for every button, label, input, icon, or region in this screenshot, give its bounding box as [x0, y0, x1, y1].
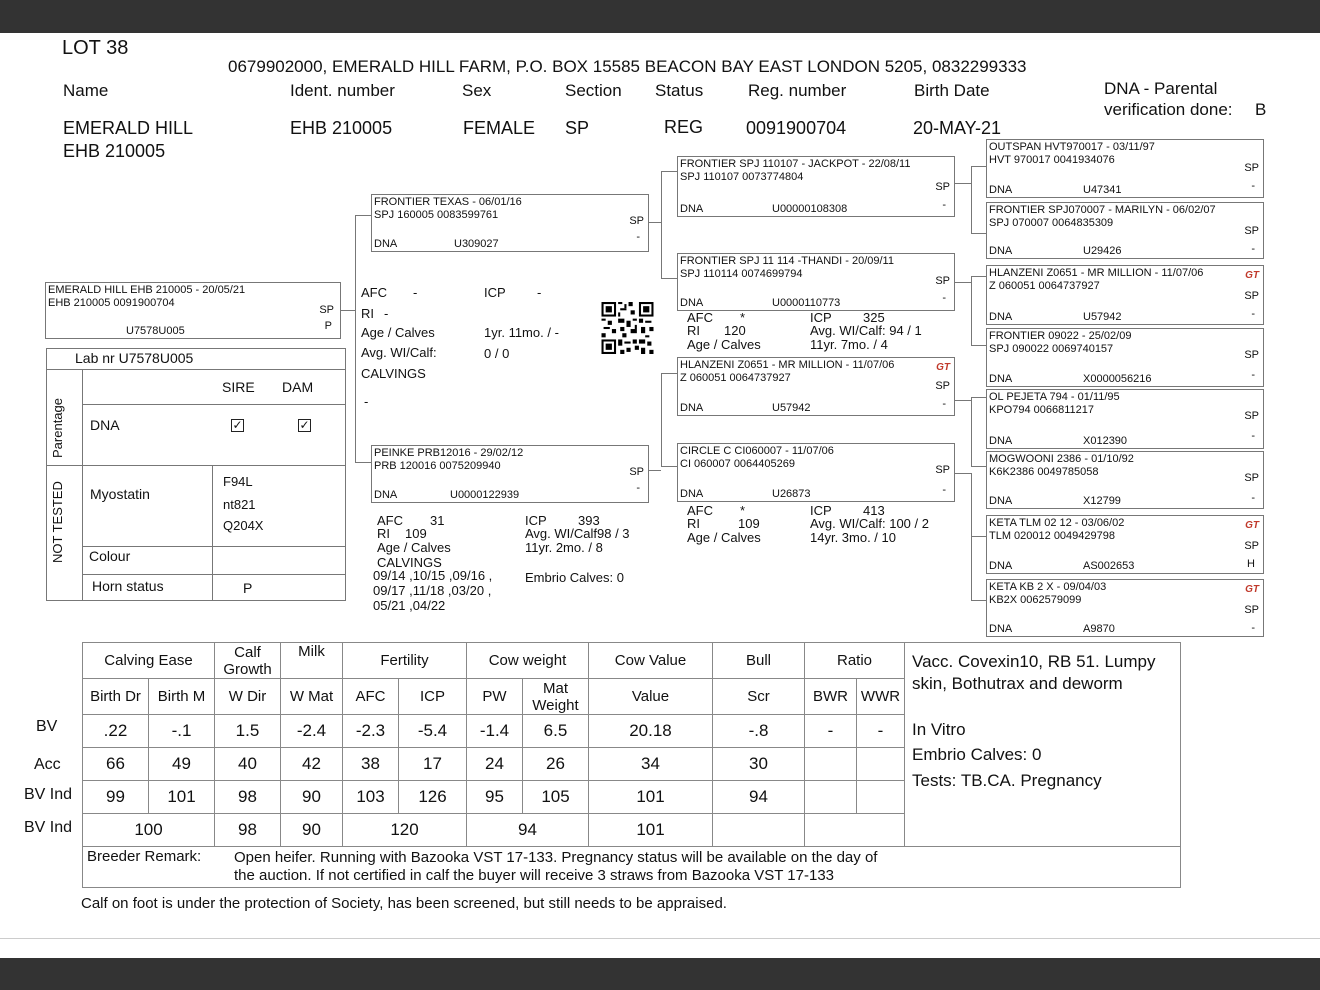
self-section: SP	[319, 304, 334, 316]
dam-header: DAM	[282, 379, 314, 395]
sd-age-label: Age / Calves	[687, 337, 761, 352]
gen3-2-dna: U29426	[1083, 245, 1122, 257]
gen3-5-section: SP	[1244, 410, 1259, 422]
gt-logo-icon: GT	[936, 362, 950, 373]
bv-birth-m: -.1	[149, 715, 215, 748]
self-afc-value: -	[413, 285, 418, 300]
gen3-6-section: SP	[1244, 472, 1259, 484]
breeder-info: 0679902000, EMERALD HILL FARM, P.O. BOX 15585 BEACON BAY EAST LONDON 5205, 0832299333	[228, 57, 1027, 76]
self-ri-value: -	[384, 306, 389, 321]
bv-birth-dr: .22	[83, 715, 149, 748]
bv-afc: -2.3	[343, 715, 399, 748]
sire-box	[371, 194, 649, 252]
gen3-6-dna-label: DNA	[989, 495, 1013, 507]
animal-name-2: EHB 210005	[63, 141, 166, 161]
group-bull: Bull	[713, 643, 805, 679]
gen3-3-dna: U57942	[1083, 311, 1122, 323]
gen3-2-status: -	[1251, 243, 1255, 255]
gen3-4-section: SP	[1244, 349, 1259, 361]
acc-bwr	[805, 748, 857, 781]
gen3-8-dna: A9870	[1083, 623, 1115, 635]
dd-age-label: Age / Calves	[687, 530, 761, 545]
col-birth-m: Birth M	[149, 679, 215, 715]
dam-age-label: Age / Calves	[377, 540, 451, 555]
dam-dna: U0000122939	[450, 489, 520, 501]
bv-mat-weight: 6.5	[523, 715, 589, 748]
gen3-7-gt-logo-icon: GT	[1245, 520, 1259, 531]
header-status: Status	[655, 81, 704, 100]
qr-code-icon	[600, 302, 655, 354]
gen3-5-dna-label: DNA	[989, 435, 1013, 447]
sire-header: SIRE	[222, 379, 255, 395]
dd-age-value: 14yr. 3mo. / 10	[810, 530, 896, 545]
sire-dna-checkbox: ✓	[232, 418, 243, 432]
gen3-6-status: -	[1251, 492, 1255, 504]
horn-value: P	[243, 580, 253, 596]
acc-afc: 38	[343, 748, 399, 781]
bvind2-ratio	[805, 814, 905, 847]
colour-label: Colour	[89, 548, 131, 564]
animal-status: REG	[664, 117, 704, 137]
gen3-5-dna: X012390	[1083, 435, 1128, 447]
gen3-1-dna: U47341	[1083, 184, 1122, 196]
bvind2-milk: 90	[281, 814, 343, 847]
gen3-1-title: OUTSPAN HVT970017 - 03/11/97	[989, 141, 1155, 153]
gen3-8-status: -	[1251, 622, 1255, 634]
ss-dna: U00000108308	[772, 203, 848, 215]
acc-w-mat: 42	[281, 748, 343, 781]
self-age-value: 1yr. 11mo. / -	[484, 325, 559, 340]
bvind-birth-m: 101	[149, 781, 215, 814]
gen3-box-7	[986, 515, 1264, 574]
bvind2-cow-weight: 94	[467, 814, 589, 847]
col-bwr: BWR	[805, 679, 857, 715]
sd-ident: SPJ 110114 0074699794	[680, 268, 803, 280]
sire-title: FRONTIER TEXAS - 06/01/16	[374, 196, 522, 208]
dam-section: SP	[629, 466, 644, 478]
gen3-6-title: MOGWOONI 2386 - 01/10/92	[989, 453, 1134, 465]
acc-scr: 30	[713, 748, 805, 781]
gen3-8-section: SP	[1244, 604, 1259, 616]
dam-calvings-2: 09/17 ,11/18 ,03/20 ,	[373, 583, 492, 598]
sire-dna-label: DNA	[374, 238, 398, 250]
sd-dna: U0000110773	[772, 297, 841, 309]
dd-wi: Avg. WI/Calf: 100 / 2	[810, 516, 929, 531]
row-label-acc: Acc	[34, 756, 61, 773]
animal-ident: EHB 210005	[290, 118, 393, 138]
gen3-3-ident: Z 060051 0064737927	[989, 280, 1100, 292]
ds-dna: U57942	[772, 402, 811, 414]
self-pedigree-box	[45, 282, 341, 339]
gen3-box-1	[986, 139, 1264, 198]
group-calf-growth: Calf Growth	[215, 643, 281, 679]
bvind2-calf-growth: 98	[215, 814, 281, 847]
dd-ident: CI 060007 0064405269	[680, 458, 795, 470]
bvind-scr: 94	[713, 781, 805, 814]
group-fertility: Fertility	[343, 643, 467, 679]
bvind2-calving-ease: 100	[83, 814, 215, 847]
sire-dna: U309027	[454, 238, 499, 250]
bvind-birth-dr: 99	[83, 781, 149, 814]
parentage-label: Parentage	[50, 398, 65, 458]
bvind-bwr	[805, 781, 857, 814]
ss-status: -	[942, 199, 946, 211]
bv-icp: -5.4	[399, 715, 467, 748]
bv-pw: -1.4	[467, 715, 523, 748]
dam-afc-value: 31	[430, 513, 445, 528]
myostatin-label: Myostatin	[90, 486, 150, 502]
dam-afc-label: AFC	[377, 513, 403, 528]
bv-scr: -.8	[713, 715, 805, 748]
dam-status: -	[636, 482, 640, 494]
acc-pw: 24	[467, 748, 523, 781]
dam-calvings-label: CALVINGS	[377, 555, 442, 570]
notes-tests: Tests: TB.CA. Pregnancy	[912, 771, 1102, 790]
gen3-1-ident: HVT 970017 0041934076	[989, 154, 1115, 166]
bv-w-dir: 1.5	[215, 715, 281, 748]
self-wi-label: Avg. WI/Calf:	[361, 345, 437, 360]
acc-mat-weight: 26	[523, 748, 589, 781]
header-birth: Birth Date	[914, 81, 990, 100]
bvind-pw: 95	[467, 781, 523, 814]
animal-birth: 20-MAY-21	[913, 118, 1002, 138]
gen3-6-dna: X12799	[1083, 495, 1121, 507]
dam-title: PEINKE PRB12016 - 29/02/12	[374, 447, 524, 459]
dam-dam-box	[677, 443, 955, 502]
sd-icp-value: 325	[863, 310, 885, 325]
dd-section: SP	[935, 464, 950, 476]
dd-status: -	[942, 484, 946, 496]
gen3-4-ident: SPJ 090022 0069740157	[989, 343, 1114, 355]
col-pw: PW	[467, 679, 523, 715]
gen3-2-ident: SPJ 070007 0064835309	[989, 217, 1114, 229]
gen3-box-2	[986, 202, 1264, 259]
group-milk: Milk	[281, 643, 343, 679]
dam-age-value: 11yr. 2mo. / 8	[525, 540, 603, 555]
col-afc: AFC	[343, 679, 399, 715]
acc-wwr	[857, 748, 905, 781]
sd-dna-label: DNA	[680, 297, 704, 309]
sd-section: SP	[935, 275, 950, 287]
dam-embrio: Embrio Calves: 0	[525, 570, 624, 585]
group-calving-ease: Calving Ease	[83, 643, 215, 679]
notes-vacc-1: Vacc. Covexin10, RB 51. Lumpy	[912, 652, 1156, 671]
dam-dna-checkbox: ✓	[299, 418, 310, 432]
dam-dna-label: DNA	[374, 489, 398, 501]
dna-label: DNA	[90, 417, 120, 433]
dam-sire-box	[677, 357, 955, 416]
dd-title: CIRCLE C CI060007 - 11/07/06	[680, 445, 834, 457]
dd-dna-label: DNA	[680, 488, 704, 500]
ss-dna-label: DNA	[680, 203, 704, 215]
self-icp-label: ICP	[484, 285, 506, 300]
gen3-box-5	[986, 389, 1264, 449]
sd-ri-value: 120	[724, 323, 746, 338]
self-ident: EHB 210005 0091900704	[48, 297, 175, 309]
bvind-w-mat: 90	[281, 781, 343, 814]
dam-icp-value: 393	[578, 513, 600, 528]
group-cow-value: Cow Value	[589, 643, 713, 679]
gen3-5-title: OL PEJETA 794 - 01/11/95	[989, 391, 1120, 403]
gen3-7-section: SP	[1244, 540, 1259, 552]
ds-ident: Z 060051 0064737927	[680, 372, 791, 384]
top-bar	[0, 0, 1320, 33]
gen3-5-ident: KPO794 0066811217	[989, 404, 1094, 416]
gen3-2-dna-label: DNA	[989, 245, 1013, 257]
self-ri-label: RI	[361, 306, 374, 321]
gen3-1-dna-label: DNA	[989, 184, 1013, 196]
sd-afc-label: AFC	[687, 310, 713, 325]
gen3-4-dna-label: DNA	[989, 373, 1013, 385]
bvind2-fertility: 120	[343, 814, 467, 847]
col-wwr: WWR	[857, 679, 905, 715]
sd-ri-label: RI	[687, 323, 700, 338]
breeder-remark-2: the auction. If not certified in calf the buyer will receive 3 straws from Bazooka VST 17-133	[234, 867, 835, 884]
notes-in-vitro: In Vitro	[912, 720, 966, 739]
group-ratio: Ratio	[805, 643, 905, 679]
bvind-w-dir: 98	[215, 781, 281, 814]
gen3-8-dna-label: DNA	[989, 623, 1013, 635]
ss-title: FRONTIER SPJ 110107 - JACKPOT - 22/08/11	[680, 158, 911, 170]
dam-ri-value: 109	[405, 526, 427, 541]
gen3-8-title: KETA KB 2 X - 09/04/03	[989, 581, 1107, 593]
horn-label: Horn status	[92, 578, 164, 594]
acc-value: 34	[589, 748, 713, 781]
ds-title: HLANZENI Z0651 - MR MILLION - 11/07/06	[680, 359, 895, 371]
gen3-4-status: -	[1251, 369, 1255, 381]
gen3-7-dna-label: DNA	[989, 560, 1013, 572]
sd-status: -	[942, 292, 946, 304]
gen3-4-title: FRONTIER 09022 - 25/02/09	[989, 330, 1132, 342]
bvind2-cow-value: 101	[589, 814, 713, 847]
gen3-box-6	[986, 451, 1264, 509]
myostatin-f94l: F94L	[223, 474, 253, 489]
gen3-box-4	[986, 328, 1264, 387]
sd-icp-label: ICP	[810, 310, 832, 325]
dam-calvings-1: 09/14 ,10/15 ,09/16 ,	[373, 568, 493, 583]
not-tested-label: NOT TESTED	[50, 481, 65, 563]
gen3-7-ident: TLM 020012 0049429798	[989, 530, 1115, 542]
gen3-7-dna: AS002653	[1083, 560, 1135, 572]
header-section: Section	[565, 81, 622, 100]
self-afc-label: AFC	[361, 285, 387, 300]
bv-value: 20.18	[589, 715, 713, 748]
sd-title: FRONTIER SPJ 11 114 -THANDI - 20/09/11	[680, 255, 894, 267]
acc-w-dir: 40	[215, 748, 281, 781]
breeder-remark-label: Breeder Remark:	[87, 848, 202, 865]
dam-ri-label: RI	[377, 526, 390, 541]
col-birth-dr: Birth Dr	[83, 679, 149, 715]
self-dna: U7578U005	[126, 325, 185, 337]
sd-wi: Avg. WI/Calf: 94 / 1	[810, 323, 922, 338]
breeder-remark-1: Open heifer. Running with Bazooka VST 17-133. Pregnancy status will be available on the day of	[234, 849, 878, 866]
notes-vacc-2: skin, Bothutrax and deworm	[912, 674, 1123, 693]
gen3-2-title: FRONTIER SPJ070007 - MARILYN - 06/02/07	[989, 204, 1216, 216]
gen3-2-section: SP	[1244, 225, 1259, 237]
dd-dna: U26873	[772, 488, 811, 500]
myostatin-q204x: Q204X	[223, 518, 264, 533]
gen3-box-8	[986, 579, 1264, 637]
gen3-3-dna-label: DNA	[989, 311, 1013, 323]
row-label-bv-ind-2: BV Ind	[24, 819, 73, 836]
gen3-8-gt-logo-icon: GT	[1245, 584, 1259, 595]
notes-embrio: Embrio Calves: 0	[912, 745, 1042, 764]
dam-ident: PRB 120016 0075209940	[374, 460, 501, 472]
bvind-value: 101	[589, 781, 713, 814]
row-label-bv: BV	[36, 718, 58, 735]
sire-ident: SPJ 160005 0083599761	[374, 209, 499, 221]
dd-icp-label: ICP	[810, 503, 832, 518]
dam-wi: Avg. WI/Calf98 / 3	[525, 526, 630, 541]
gen3-8-ident: KB2X 0062579099	[989, 594, 1082, 606]
ds-section: SP	[935, 380, 950, 392]
sd-afc-value: *	[740, 310, 746, 325]
gen3-7-title: KETA TLM 02 12 - 03/06/02	[989, 517, 1125, 529]
col-value: Value	[589, 679, 713, 715]
bv-w-mat: -2.4	[281, 715, 343, 748]
header-name: Name	[63, 81, 109, 100]
col-scr: Scr	[713, 679, 805, 715]
header-reg: Reg. number	[748, 81, 847, 100]
col-w-mat: W Mat	[281, 679, 343, 715]
sire-sire-box	[677, 156, 955, 217]
ss-ident: SPJ 110107 0073774804	[680, 171, 804, 183]
myostatin-nt821: nt821	[223, 497, 256, 512]
header-sex: Sex	[462, 81, 492, 100]
gen3-3-section: SP	[1244, 290, 1259, 302]
footer-note: Calf on foot is under the protection of Society, has been screened, but still needs to be appraised.	[81, 895, 727, 912]
sd-age-value: 11yr. 7mo. / 4	[810, 337, 888, 352]
dam-calvings-3: 05/21 ,04/22	[373, 598, 446, 613]
dd-afc-label: AFC	[687, 503, 713, 518]
self-calvings-value: -	[364, 394, 369, 409]
lab-number: Lab nr U7578U005	[75, 350, 194, 366]
dd-afc-value: *	[740, 503, 746, 518]
acc-birth-dr: 66	[83, 748, 149, 781]
bv-bwr: -	[805, 715, 857, 748]
self-status: P	[324, 320, 332, 332]
animal-name-1: EMERALD HILL	[63, 118, 194, 138]
dd-ri-value: 109	[738, 516, 760, 531]
header-dna-value: B	[1255, 100, 1267, 119]
divider	[0, 938, 1320, 939]
acc-birth-m: 49	[149, 748, 215, 781]
animal-sex: FEMALE	[463, 118, 536, 138]
gen3-3-status: -	[1251, 308, 1255, 320]
bvind-icp: 126	[399, 781, 467, 814]
header-ident: Ident. number	[290, 81, 395, 100]
dd-ri-label: RI	[687, 516, 700, 531]
gen3-3-title: HLANZENI Z0651 - MR MILLION - 11/07/06	[989, 267, 1204, 279]
self-icp-value: -	[537, 285, 542, 300]
gen3-7-status: H	[1247, 558, 1255, 570]
acc-icp: 17	[399, 748, 467, 781]
animal-section: SP	[565, 118, 590, 138]
self-wi-value: 0 / 0	[484, 346, 510, 361]
gen3-6-ident: K6K2386 0049785058	[989, 466, 1099, 478]
gen3-3-gt-logo-icon: GT	[1245, 270, 1259, 281]
bvind-mat-weight: 105	[523, 781, 589, 814]
lot-number: LOT 38	[62, 37, 129, 59]
animal-reg: 0091900704	[746, 118, 847, 138]
col-icp: ICP	[399, 679, 467, 715]
ds-status: -	[942, 398, 946, 410]
gen3-1-section: SP	[1244, 162, 1259, 174]
ss-section: SP	[935, 181, 950, 193]
sire-section: SP	[629, 215, 644, 227]
row-label-bv-ind: BV Ind	[24, 786, 73, 803]
sire-dam-box	[677, 253, 955, 311]
dam-icp-label: ICP	[525, 513, 547, 528]
bottom-bar	[0, 958, 1320, 990]
bvind-afc: 103	[343, 781, 399, 814]
bvind2-bull	[713, 814, 805, 847]
col-mat-weight: Mat Weight	[523, 679, 589, 715]
bvind-wwr	[857, 781, 905, 814]
dam-box	[371, 445, 649, 503]
dd-icp-value: 413	[863, 503, 885, 518]
self-calvings-label: CALVINGS	[361, 366, 426, 381]
bv-wwr: -	[857, 715, 905, 748]
sire-status: -	[636, 231, 640, 243]
group-cow-weight: Cow weight	[467, 643, 589, 679]
gen3-1-status: -	[1251, 180, 1255, 192]
self-title: EMERALD HILL EHB 210005 - 20/05/21	[48, 284, 246, 296]
header-dna-2: verification done:	[1104, 100, 1233, 119]
gen3-4-dna: X0000056216	[1083, 373, 1152, 385]
breeder-remark-row	[83, 847, 1181, 888]
col-w-dir: W Dir	[215, 679, 281, 715]
performance-table	[82, 642, 1181, 888]
ds-dna-label: DNA	[680, 402, 704, 414]
self-age-label: Age / Calves	[361, 325, 435, 340]
notes-cell	[905, 643, 1181, 847]
gen3-box-3	[986, 265, 1264, 325]
header-dna-1: DNA - Parental	[1104, 79, 1218, 98]
gen3-5-status: -	[1251, 430, 1255, 442]
